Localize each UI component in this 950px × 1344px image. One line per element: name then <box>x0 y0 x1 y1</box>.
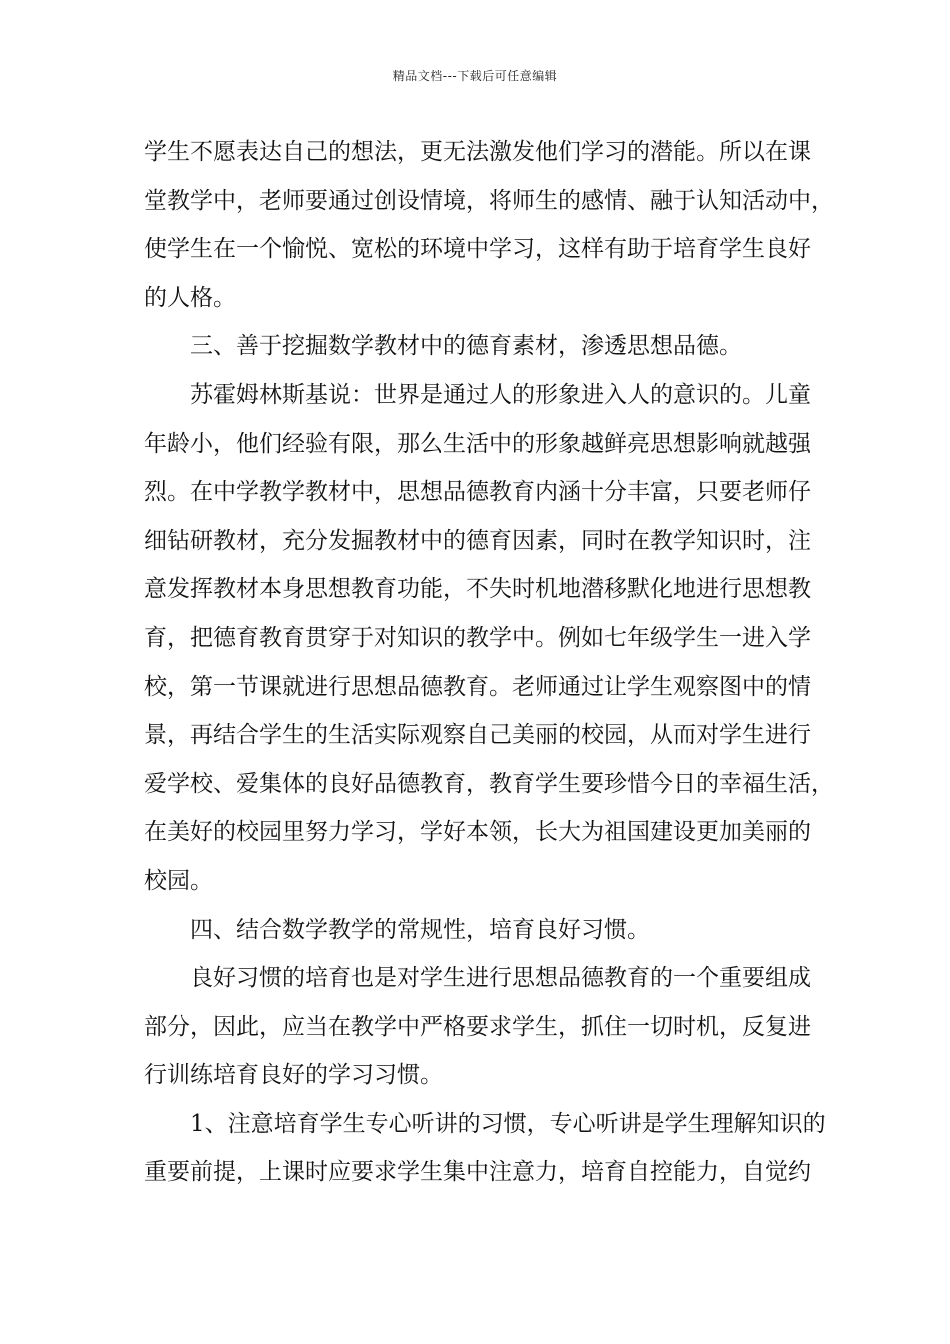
text-line: 堂教学中，老师要通过创设情境，将师生的感情、融于认知活动中， <box>144 187 834 214</box>
text-line: 校，第一节课就进行思想品德教育。老师通过让学生观察图中的情 <box>144 673 811 700</box>
page-header: 精品文档---下载后可任意编辑 <box>392 69 558 83</box>
text-line: 学生不愿表达自己的想法，更无法激发他们学习的潜能。所以在课 <box>144 139 811 165</box>
body-text <box>144 128 834 1197</box>
text-line: 意发挥教材本身思想教育功能，不失时机地潜移默化地进行思想教 <box>144 576 811 603</box>
text-line: 良好习惯的培育也是对学生进行思想品德教育的一个重要组成 <box>144 965 811 992</box>
text-line: 使学生在一个愉悦、宽松的环境中学习，这样有助于培育学生良好 <box>144 236 811 263</box>
text-line: 爱学校、爱集体的良好品德教育，教育学生要珍惜今日的幸福生活， <box>144 770 834 797</box>
text-line: 行训练培育良好的学习习惯。 <box>144 1062 443 1089</box>
text-line: 苏霍姆林斯基说：世界是通过人的形象进入人的意识的。儿童 <box>144 381 811 408</box>
text-line: 育，把德育教育贯穿于对知识的教学中。例如七年级学生一进入学 <box>144 624 811 651</box>
text-line: 1、注意培育学生专心听讲的习惯，专心听讲是学生理解知识的 <box>144 1110 826 1137</box>
text-line: 校园。 <box>144 867 213 894</box>
text-line: 的人格。 <box>144 284 236 311</box>
section-heading: 四、结合数学教学的常规性，培育良好习惯。 <box>144 916 650 943</box>
section-heading: 三、善于挖掘数学教材中的德育素材，渗透思想品德。 <box>144 333 742 360</box>
text-line: 重要前提，上课时应要求学生集中注意力，培育自控能力，自觉约 <box>144 1159 811 1186</box>
text-line: 烈。在中学教学教材中，思想品德教育内涵十分丰富，只要老师仔 <box>144 479 811 506</box>
text-line: 年龄小，他们经验有限，那么生活中的形象越鲜亮思想影响就越强 <box>144 430 811 457</box>
text-line: 景，再结合学生的生活实际观察自己美丽的校园，从而对学生进行 <box>144 722 811 749</box>
text-line: 细钻研教材，充分发掘教材中的德育因素，同时在教学知识时，注 <box>144 527 811 554</box>
text-line: 部分，因此，应当在教学中严格要求学生，抓住一切时机，反复进 <box>144 1013 811 1040</box>
text-line: 在美好的校园里努力学习，学好本领，长大为祖国建设更加美丽的 <box>144 819 811 846</box>
